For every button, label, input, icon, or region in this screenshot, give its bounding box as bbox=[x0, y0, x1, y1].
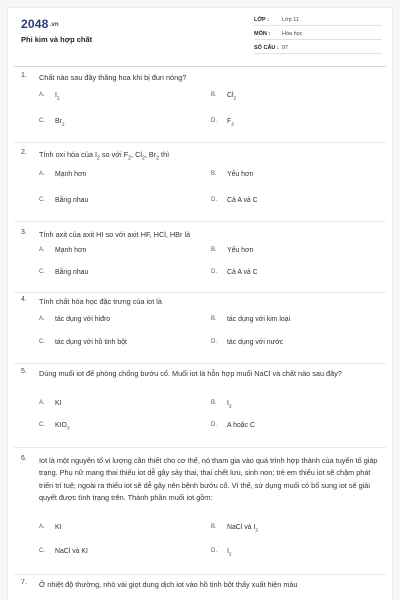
option-letter: D. bbox=[211, 422, 217, 428]
question-text: Chất nào sau đây thăng hoa khi bị đun nóng? bbox=[39, 73, 187, 82]
question-number: 4. bbox=[21, 296, 27, 303]
question-divider bbox=[14, 292, 386, 293]
question-text: Ở nhiệt độ thường, nhỏ vài giọt dung dịch iot vào hồ tinh bột thấy xuất hiện màu bbox=[39, 580, 298, 589]
option-text: tác dụng với hồ tinh bột bbox=[55, 339, 127, 346]
question-divider bbox=[14, 363, 386, 364]
option-letter: C. bbox=[39, 197, 45, 203]
question-text: Tính axit của axit HI so với axit HF, HCl, HBr là bbox=[39, 230, 191, 239]
option-letter: D. bbox=[211, 548, 217, 554]
option-letter: C. bbox=[39, 118, 45, 124]
meta-count-label: SỐ CÂU : bbox=[254, 45, 279, 51]
option-text: $I_2$ bbox=[55, 92, 60, 102]
option-letter: B. bbox=[211, 92, 217, 98]
option-text: $I_2$ bbox=[227, 400, 232, 410]
option-text: tác dụng với kim loại bbox=[227, 316, 291, 323]
option-letter: A. bbox=[39, 247, 45, 253]
question-divider bbox=[14, 221, 386, 222]
site-logo[interactable]: 2048.vn bbox=[21, 17, 59, 31]
option-letter: A. bbox=[39, 316, 45, 322]
option-letter: D. bbox=[211, 118, 217, 124]
option-text: tác dụng với hiđro bbox=[55, 316, 111, 323]
option-letter: B. bbox=[211, 400, 217, 406]
option-text: Mạnh hơn bbox=[55, 247, 87, 254]
option-letter: C. bbox=[39, 422, 45, 428]
option-letter: B. bbox=[211, 247, 217, 253]
option-text: tác dụng với nước bbox=[227, 339, 284, 346]
option-text: Cả A và C bbox=[227, 269, 258, 276]
option-text: Yếu hơn bbox=[227, 247, 254, 254]
option-letter: B. bbox=[211, 316, 217, 322]
option-letter: D. bbox=[211, 197, 217, 203]
option-letter: C. bbox=[39, 269, 45, 275]
option-text: Bằng nhau bbox=[55, 197, 89, 204]
question-divider bbox=[14, 574, 386, 575]
option-letter: D. bbox=[211, 269, 217, 275]
option-text: $Br_2$ bbox=[55, 118, 65, 128]
meta-count-value: 97 bbox=[282, 45, 289, 51]
option-text: KI bbox=[55, 524, 62, 531]
question-text: Iot là một nguyên tố vi lượng cần thiết cho cơ thể, nó tham gia vào quá trình hợp thành của tuyến tố giáp trạng. Phụ nữ mang thai thiếu iot dễ gây sảy thai, thai chết lưu, sinh non; trẻ em thiếu iot sẽ chậm phát triển trí tuệ; ngoài ra thiếu iot sẽ dễ gây nên bệnh bướu cổ. Vì thế, sử dụng muối có bổ sung iot sẽ giải quyết được tình trạng trên. Thành phần muối iot gồm: bbox=[39, 456, 378, 502]
worksheet-page bbox=[8, 8, 392, 600]
question-number: 7. bbox=[21, 579, 27, 586]
question-text: Dùng muối iot để phòng chống bướu cổ. Muối iot là hỗn hợp muối NaCl và chất nào sau đây? bbox=[39, 369, 342, 378]
option-letter: A. bbox=[39, 171, 45, 177]
option-text: NaCl và KI bbox=[55, 548, 88, 555]
worksheet-header bbox=[8, 8, 392, 68]
meta-class-value: Lớp 11 bbox=[282, 17, 299, 23]
header-divider bbox=[14, 66, 386, 67]
question-text: Tính chất hóa học đặc trưng của iot là bbox=[39, 297, 162, 306]
option-text: $F_2$ bbox=[227, 118, 234, 128]
option-text: $Cl_2$ bbox=[227, 92, 237, 102]
question-number: 3. bbox=[21, 229, 27, 236]
option-text: Yếu hơn bbox=[227, 171, 254, 178]
option-letter: B. bbox=[211, 524, 217, 530]
option-letter: A. bbox=[39, 524, 45, 530]
option-text: KI bbox=[55, 400, 62, 407]
worksheet-title: Phi kim và hợp chất bbox=[21, 35, 93, 44]
option-text: Bằng nhau bbox=[55, 269, 89, 276]
option-letter: B. bbox=[211, 171, 217, 177]
option-text: Mạnh hơn bbox=[55, 171, 87, 178]
question-divider bbox=[14, 447, 386, 448]
option-letter: A. bbox=[39, 400, 45, 406]
question-number: 2. bbox=[21, 149, 27, 156]
option-letter: C. bbox=[39, 339, 45, 345]
option-letter: D. bbox=[211, 339, 217, 345]
option-text: Cả A và C bbox=[227, 197, 258, 204]
option-letter: C. bbox=[39, 548, 45, 554]
meta-class-label: LỚP : bbox=[254, 17, 269, 23]
option-text: $I_2$ bbox=[227, 548, 232, 558]
question-divider bbox=[14, 142, 386, 143]
question-number: 6. bbox=[21, 455, 27, 462]
question-text: Tính oxi hóa của $I_2$ so với $F_2$, $Cl_2$, $Br_2$ thì bbox=[39, 150, 170, 162]
option-letter: A. bbox=[39, 92, 45, 98]
option-text: NaCl và $I_2$ bbox=[227, 524, 259, 534]
question-number: 5. bbox=[21, 368, 27, 375]
meta-subject-label: MÔN : bbox=[254, 31, 271, 37]
question-number: 1. bbox=[21, 72, 27, 79]
option-text: $KIO_3$ bbox=[55, 422, 70, 432]
option-text: A hoặc C bbox=[227, 422, 255, 429]
meta-subject-value: Hóa học bbox=[282, 31, 303, 37]
